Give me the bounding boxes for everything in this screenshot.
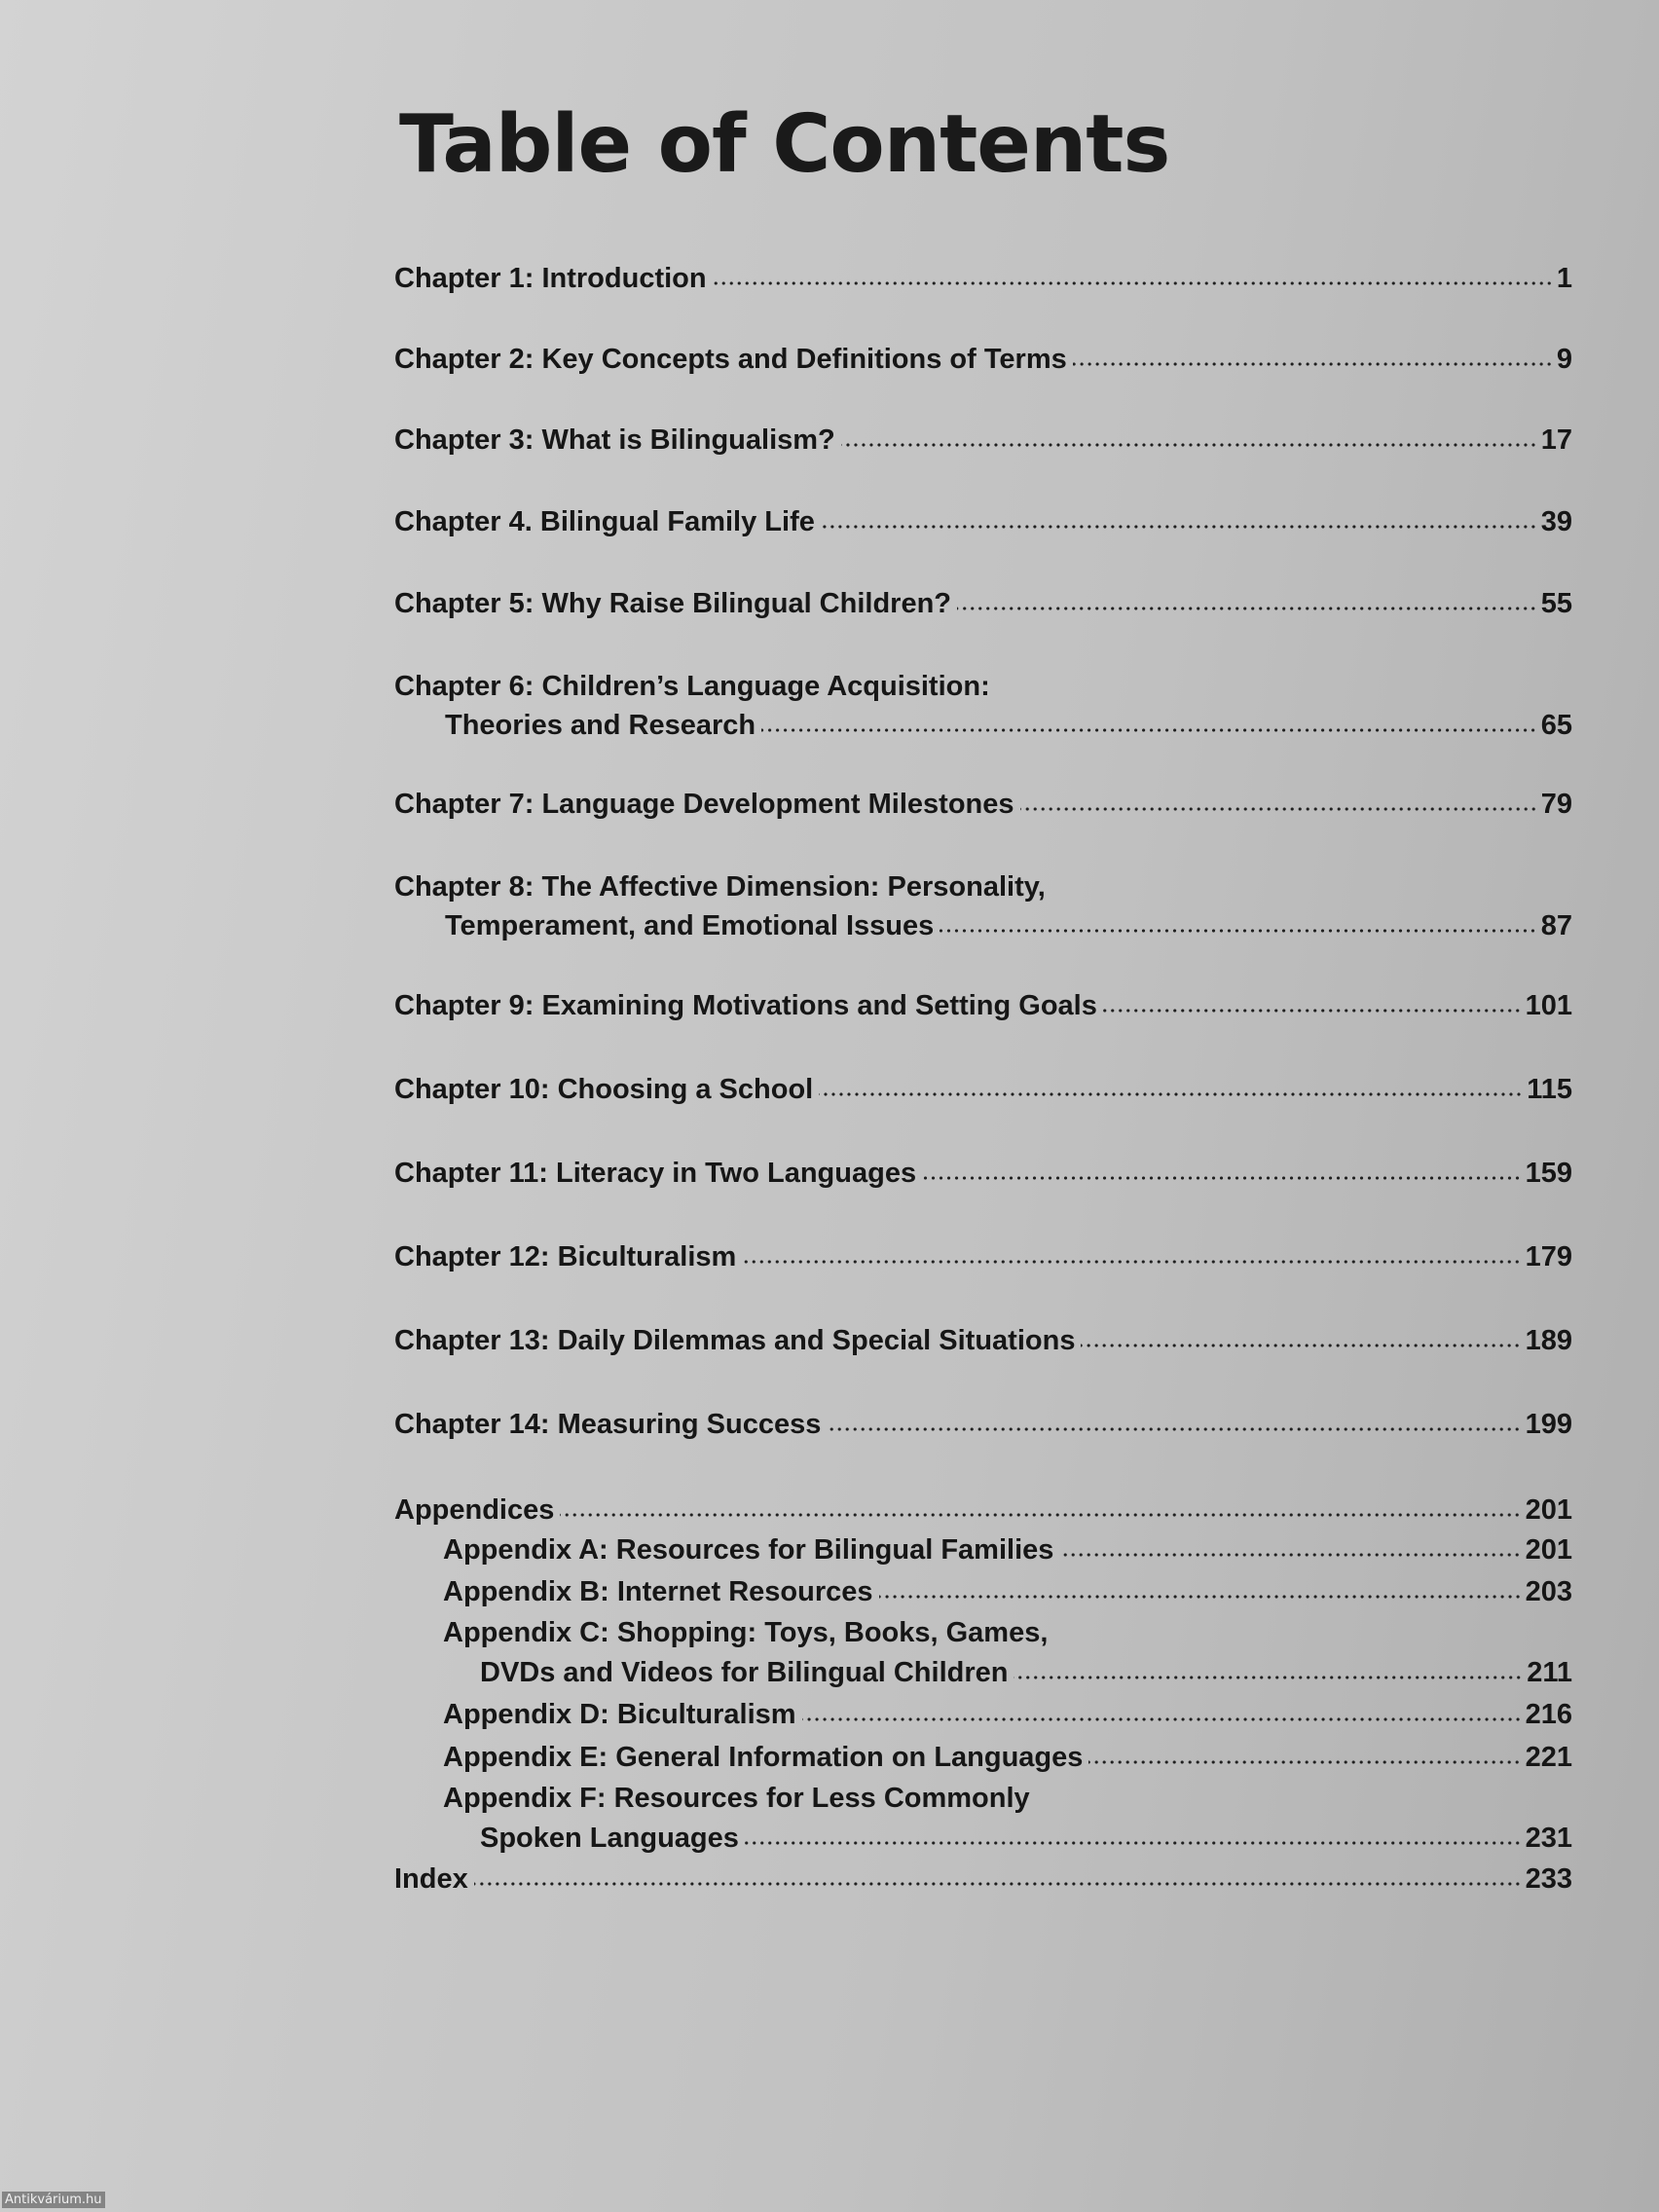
- toc-entry-page: 87: [1540, 910, 1572, 941]
- toc-entry-chapter-12: [394, 1237, 1572, 1276]
- toc-appendices-group: [394, 1491, 1572, 1899]
- toc-entry-label: Chapter 14: Measuring Success: [394, 1409, 822, 1440]
- toc-entry-chapter-6: [394, 667, 1572, 745]
- toc-entry-chapter-5: [394, 584, 1572, 623]
- dot-leader: [821, 525, 1537, 529]
- dot-leader: [819, 1092, 1523, 1096]
- watermark: Antikvárium.hu: [2, 2192, 105, 2208]
- toc-entry-page: 233: [1525, 1863, 1572, 1895]
- toc-entry-label: Appendix B: Internet Resources: [443, 1576, 873, 1607]
- toc-entry-label: Chapter 5: Why Raise Bilingual Children?: [394, 588, 952, 619]
- toc-entry-chapter-8: [394, 867, 1572, 945]
- toc-entry-label: Chapter 13: Daily Dilemmas and Special Situations: [394, 1325, 1076, 1356]
- toc-entry-page: 201: [1525, 1494, 1572, 1526]
- toc-entry-label: Appendix E: General Information on Languages: [443, 1742, 1084, 1773]
- toc-entry-label: Appendix D: Biculturalism: [443, 1699, 796, 1730]
- toc-entry-page: 17: [1540, 424, 1572, 456]
- toc-entry-label: Chapter 6: Children’s Language Acquisition:: [394, 671, 990, 702]
- dot-leader: [1081, 1344, 1521, 1347]
- toc-entry-label: Appendix F: Resources for Less Commonly: [443, 1783, 1030, 1814]
- dot-leader: [1088, 1760, 1521, 1764]
- dot-leader: [745, 1841, 1522, 1845]
- toc-entry-page: 101: [1525, 990, 1572, 1021]
- toc-entry-label: Chapter 11: Literacy in Two Languages: [394, 1158, 917, 1189]
- toc-entry-chapter-4: [394, 502, 1572, 541]
- toc-entry-label: Appendix C: Shopping: Toys, Books, Games,: [443, 1617, 1049, 1648]
- toc-entry-index: [394, 1859, 1572, 1899]
- toc-entry-page: 211: [1527, 1657, 1572, 1688]
- dot-leader: [1103, 1009, 1522, 1013]
- toc-entry-page: 201: [1525, 1534, 1572, 1566]
- toc-entry-chapter-2: [394, 340, 1572, 379]
- dot-leader: [742, 1260, 1521, 1264]
- toc-entry-label-continued: Temperament, and Emotional Issues: [445, 910, 935, 941]
- toc-entry-label: Chapter 2: Key Concepts and Definitions of Terms: [394, 344, 1067, 375]
- toc-entry-label: Chapter 10: Choosing a School: [394, 1074, 814, 1105]
- toc-entry-page: 203: [1525, 1576, 1572, 1607]
- dot-leader: [1014, 1676, 1523, 1679]
- dot-leader: [879, 1595, 1522, 1599]
- toc-entry-label-continued: DVDs and Videos for Bilingual Children: [480, 1657, 1009, 1688]
- toc-entry-page: 65: [1540, 710, 1572, 741]
- toc-entry-chapter-10: [394, 1070, 1572, 1109]
- dot-leader: [841, 443, 1537, 447]
- toc-entry-appendices: [394, 1491, 1572, 1530]
- dot-leader: [1059, 1553, 1521, 1557]
- toc-entry-page: 216: [1525, 1699, 1572, 1730]
- toc-entry-chapter-3: [394, 421, 1572, 460]
- toc-entry-appendix-b: [394, 1571, 1572, 1613]
- toc-entry-label: Chapter 9: Examining Motivations and Setting Goals: [394, 990, 1097, 1021]
- dot-leader: [1020, 807, 1537, 811]
- toc-entry-page: 39: [1540, 506, 1572, 537]
- dot-leader: [922, 1176, 1522, 1180]
- dot-leader: [827, 1427, 1521, 1431]
- toc-entry-appendix-c: [394, 1613, 1572, 1652]
- dot-leader: [761, 728, 1537, 732]
- toc-entry-appendix-f: [394, 1779, 1572, 1818]
- toc-entry-chapter-9: [394, 986, 1572, 1025]
- toc-entry-appendix-a: [394, 1530, 1572, 1571]
- toc-entry-label: Chapter 4. Bilingual Family Life: [394, 506, 815, 537]
- toc-entry-label: Chapter 12: Biculturalism: [394, 1241, 737, 1272]
- toc-entry-page: 159: [1525, 1158, 1572, 1189]
- toc-entry-page: 1: [1556, 263, 1572, 294]
- toc-entry-page: 199: [1525, 1409, 1572, 1440]
- toc-entry-label: Chapter 1: Introduction: [394, 263, 707, 294]
- dot-leader: [802, 1717, 1522, 1721]
- toc-entry-page: 189: [1525, 1325, 1572, 1356]
- toc-entry-label: Index: [394, 1863, 468, 1895]
- dot-leader: [474, 1882, 1522, 1886]
- toc-entry-label: Appendices: [394, 1494, 555, 1526]
- toc-entry-chapter-14: [394, 1405, 1572, 1444]
- toc-entry-label-continued: Theories and Research: [445, 710, 756, 741]
- dot-leader: [1073, 362, 1553, 366]
- toc-entry-chapter-1: [394, 259, 1572, 298]
- toc-entry-page: 55: [1540, 588, 1572, 619]
- toc-entry-label: Chapter 3: What is Bilingualism?: [394, 424, 835, 456]
- toc-entry-page: 231: [1525, 1823, 1572, 1854]
- dot-leader: [560, 1513, 1521, 1517]
- toc-entry-appendix-e: [394, 1736, 1572, 1779]
- dot-leader: [940, 929, 1536, 933]
- toc-entry-label: Chapter 8: The Affective Dimension: Personality,: [394, 871, 1046, 903]
- toc-entry-page: 79: [1540, 789, 1572, 820]
- toc-entry-appendix-c-continued: [394, 1652, 1572, 1693]
- dot-leader: [957, 607, 1537, 610]
- toc-entry-page: 179: [1525, 1241, 1572, 1272]
- toc-entry-chapter-7: [394, 785, 1572, 824]
- toc-entry-label-continued: Spoken Languages: [480, 1823, 739, 1854]
- dot-leader: [713, 281, 1553, 285]
- toc-entry-label: Appendix A: Resources for Bilingual Families: [443, 1534, 1054, 1566]
- toc-entry-appendix-f-continued: [394, 1818, 1572, 1859]
- toc-entry-chapter-13: [394, 1321, 1572, 1360]
- toc-entry-chapter-11: [394, 1154, 1572, 1193]
- toc-entry-page: 9: [1556, 344, 1572, 375]
- toc-entry-appendix-d: [394, 1693, 1572, 1736]
- toc-entry-page: 221: [1525, 1742, 1572, 1773]
- toc-entry-label: Chapter 7: Language Development Milestones: [394, 789, 1014, 820]
- page-title: Table of Contents: [399, 98, 1170, 191]
- toc-entry-page: 115: [1527, 1074, 1572, 1105]
